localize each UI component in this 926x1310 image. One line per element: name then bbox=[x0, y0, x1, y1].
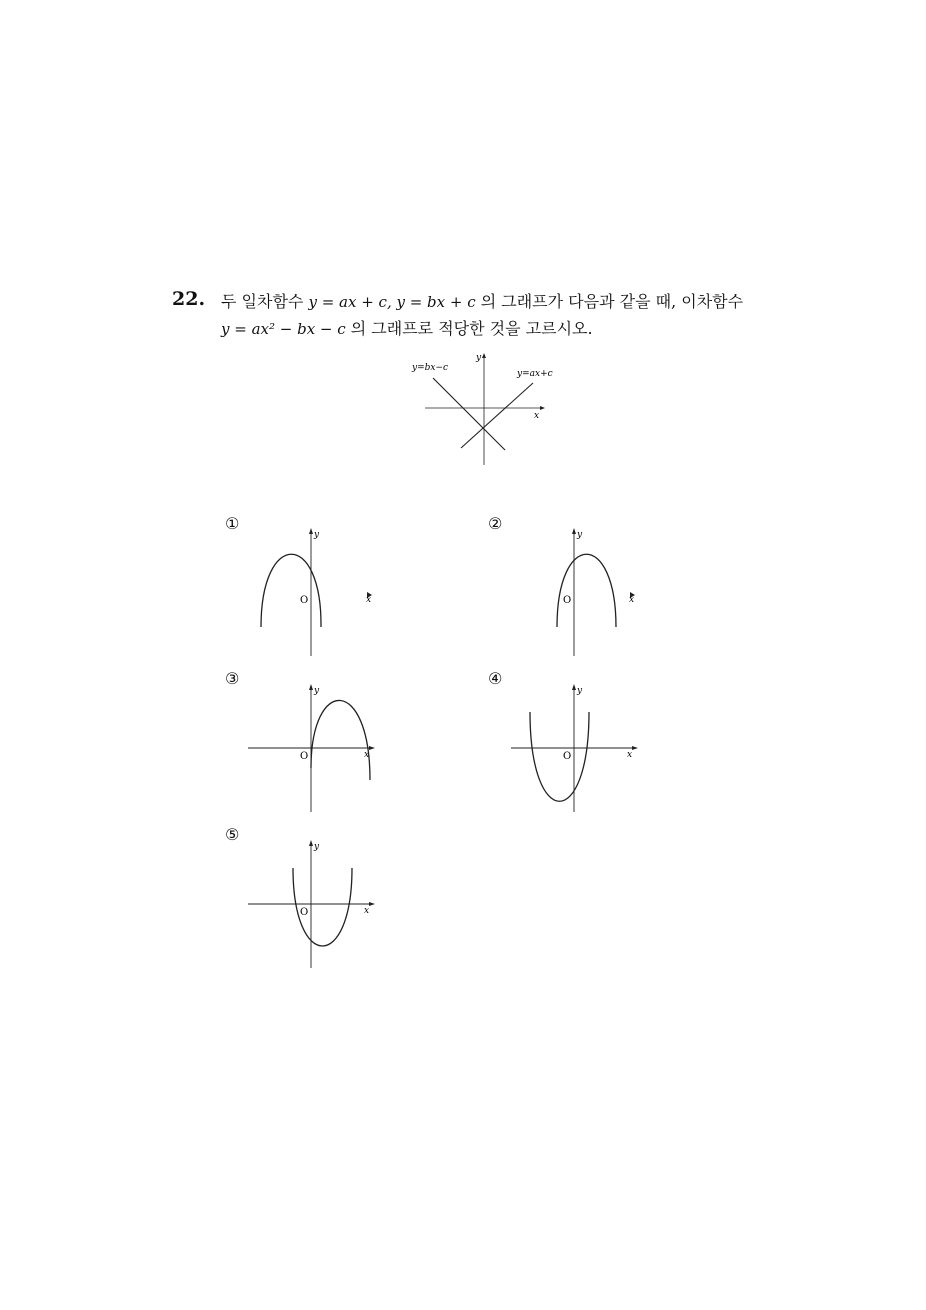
y-axis-label: y bbox=[314, 686, 320, 696]
y-axis-arrow bbox=[309, 684, 313, 690]
choice-1-graph[interactable] bbox=[240, 520, 390, 660]
question-text-end: 의 그래프로 적당한 것을 고르시오. bbox=[345, 319, 593, 338]
y-axis-label: y bbox=[314, 530, 320, 540]
y-axis-arrow bbox=[482, 353, 486, 358]
x-axis-label: x bbox=[534, 411, 540, 421]
y-axis-arrow bbox=[572, 684, 576, 690]
choice-3-graph[interactable] bbox=[240, 676, 390, 816]
origin-label: O bbox=[300, 751, 309, 762]
y-axis-label: y bbox=[577, 530, 583, 540]
line-ax-plus-c bbox=[461, 383, 533, 448]
y-axis-arrow bbox=[309, 840, 313, 846]
y-axis-label: y bbox=[476, 353, 482, 363]
x-axis-arrow bbox=[369, 746, 375, 750]
question-line-1 bbox=[221, 289, 743, 312]
parabola-curve bbox=[311, 700, 370, 780]
line-b-label: y=bx−c bbox=[412, 363, 449, 373]
given-lines-graph bbox=[400, 348, 560, 473]
choice-4-label[interactable]: ④ bbox=[488, 669, 503, 688]
parabola-curve bbox=[557, 554, 616, 627]
question-text-post: 의 그래프가 다음과 같을 때, 이차함수 bbox=[475, 292, 744, 311]
choice-3-label[interactable]: ③ bbox=[225, 669, 240, 688]
y-axis-label: y bbox=[577, 686, 583, 696]
y-axis-arrow bbox=[309, 528, 313, 534]
x-axis-label: x bbox=[364, 906, 370, 916]
line-a-label: y=ax+c bbox=[517, 369, 553, 379]
origin-label: O bbox=[563, 751, 572, 762]
question-text-pre: 두 일차함수 bbox=[221, 292, 309, 311]
origin-label: O bbox=[563, 595, 572, 606]
x-axis-label: x bbox=[364, 750, 370, 760]
line-bx-minus-c bbox=[433, 378, 505, 450]
x-axis-arrow bbox=[540, 406, 545, 410]
x-axis-label: x bbox=[629, 595, 635, 605]
question-number: 22. bbox=[172, 288, 206, 310]
x-axis-label: x bbox=[627, 750, 633, 760]
x-axis-label: x bbox=[366, 595, 372, 605]
choice-2-label[interactable]: ② bbox=[488, 514, 503, 533]
linear-functions-expression: y = ax + c, y = bx + c bbox=[308, 293, 476, 311]
parabola-curve bbox=[530, 712, 589, 801]
quadratic-function-expression: y = ax² − bx − c bbox=[221, 320, 346, 338]
y-axis-label: y bbox=[314, 842, 320, 852]
choice-1-label[interactable]: ① bbox=[225, 514, 240, 533]
parabola-curve bbox=[261, 554, 321, 627]
choice-2-graph[interactable] bbox=[503, 520, 653, 660]
choice-4-graph[interactable] bbox=[503, 676, 653, 816]
choice-5-label[interactable]: ⑤ bbox=[225, 825, 240, 844]
origin-label: O bbox=[300, 907, 309, 918]
y-axis-arrow bbox=[572, 528, 576, 534]
question-line-2 bbox=[221, 316, 593, 339]
origin-label: O bbox=[300, 595, 309, 606]
choice-5-graph[interactable] bbox=[240, 832, 390, 972]
x-axis-arrow bbox=[632, 746, 638, 750]
x-axis-arrow bbox=[369, 902, 375, 906]
